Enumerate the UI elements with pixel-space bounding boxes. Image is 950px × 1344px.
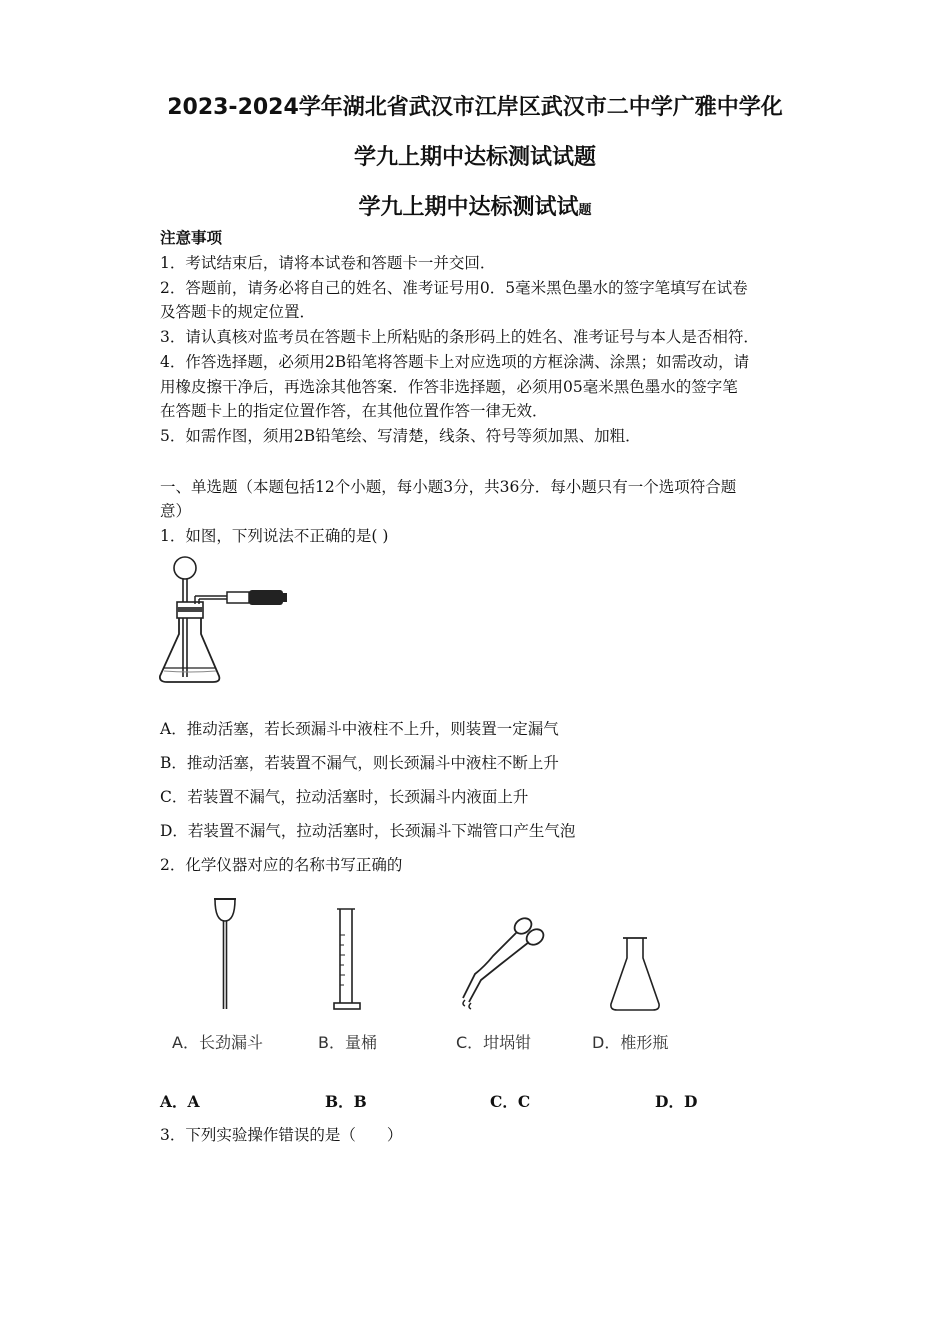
q3-stem: 3．下列实验操作错误的是（ ）	[160, 1126, 403, 1144]
notice-line-2: 2．答题前，请务必将自己的姓名、准考证号用0．5毫米黑色墨水的签字笔填写在试卷	[160, 279, 748, 297]
q1-option-b: B．推动活塞，若装置不漏气，则长颈漏斗中液柱不断上升	[160, 754, 559, 772]
notice-heading: 注意事项	[160, 228, 223, 247]
notice-line-7: 在答题卡上的指定位置作答，在其他位置作答一律无效．	[160, 402, 548, 420]
q1-stem: 1．如图，下列说法不正确的是( )	[160, 527, 389, 545]
title-line-2: 学九上期中达标测试试题	[353, 145, 596, 170]
q2-stem: 2．化学仪器对应的名称书写正确的	[160, 856, 403, 874]
title-line-3-suffix: 题	[578, 203, 592, 218]
q2-option-c: C．C	[490, 1092, 531, 1111]
q2-option-d: D．D	[655, 1092, 698, 1111]
notice-line-5: 4．作答选择题，必须用2B铅笔将答题卡上对应选项的方框涂满、涂黑；如需改动，请	[160, 353, 750, 371]
notice-line-3: 及答题卡的规定位置．	[160, 303, 316, 321]
q1-option-d: D．若装置不漏气，拉动活塞时，长颈漏斗下端管口产生气泡	[160, 822, 576, 840]
conical-flask-figure	[605, 930, 665, 1015]
crucible-tongs-figure	[455, 912, 555, 1012]
q2-option-a: A．A	[160, 1092, 200, 1111]
q2-caption-c: C．坩埚钳	[456, 1033, 532, 1052]
title-line-3	[0, 190, 950, 221]
q1-apparatus-figure	[155, 552, 295, 687]
q2-option-b: B．B	[325, 1092, 367, 1111]
measuring-cylinder-figure	[330, 905, 365, 1013]
title-line-3-text: 学九上期中达标测试试	[358, 195, 579, 220]
q2-caption-b: B．量桶	[318, 1033, 377, 1052]
section-header-line-1: 一、单选题（本题包括12个小题，每小题3分，共36分．每小题只有一个选项符合题	[160, 478, 737, 496]
q2-caption-a: A．长劲漏斗	[172, 1033, 263, 1052]
section-header-line-2: 意）	[160, 502, 192, 520]
notice-line-8: 5．如需作图，须用2B铅笔绘、写清楚，线条、符号等须加黑、加粗．	[160, 427, 641, 445]
notice-line-4: 3．请认真核对监考员在答题卡上所粘贴的条形码上的姓名、准考证号与本人是否相符．	[160, 328, 759, 346]
notice-line-1: 1．考试结束后，请将本试卷和答题卡一并交回．	[160, 254, 496, 272]
title-line-1: 2023-2024学年湖北省武汉市江岸区武汉市二中学广雅中学化	[167, 95, 783, 120]
q1-option-c: C．若装置不漏气，拉动活塞时，长颈漏斗内液面上升	[160, 788, 529, 806]
q1-option-a: A．推动活塞，若长颈漏斗中液柱不上升，则装置一定漏气	[160, 720, 559, 738]
long-neck-funnel-figure	[205, 895, 245, 1015]
q2-caption-d: D．椎形瓶	[592, 1033, 669, 1052]
notice-line-6: 用橡皮擦干净后，再选涂其他答案．作答非选择题，必须用05毫米黑色墨水的签字笔	[160, 378, 738, 396]
